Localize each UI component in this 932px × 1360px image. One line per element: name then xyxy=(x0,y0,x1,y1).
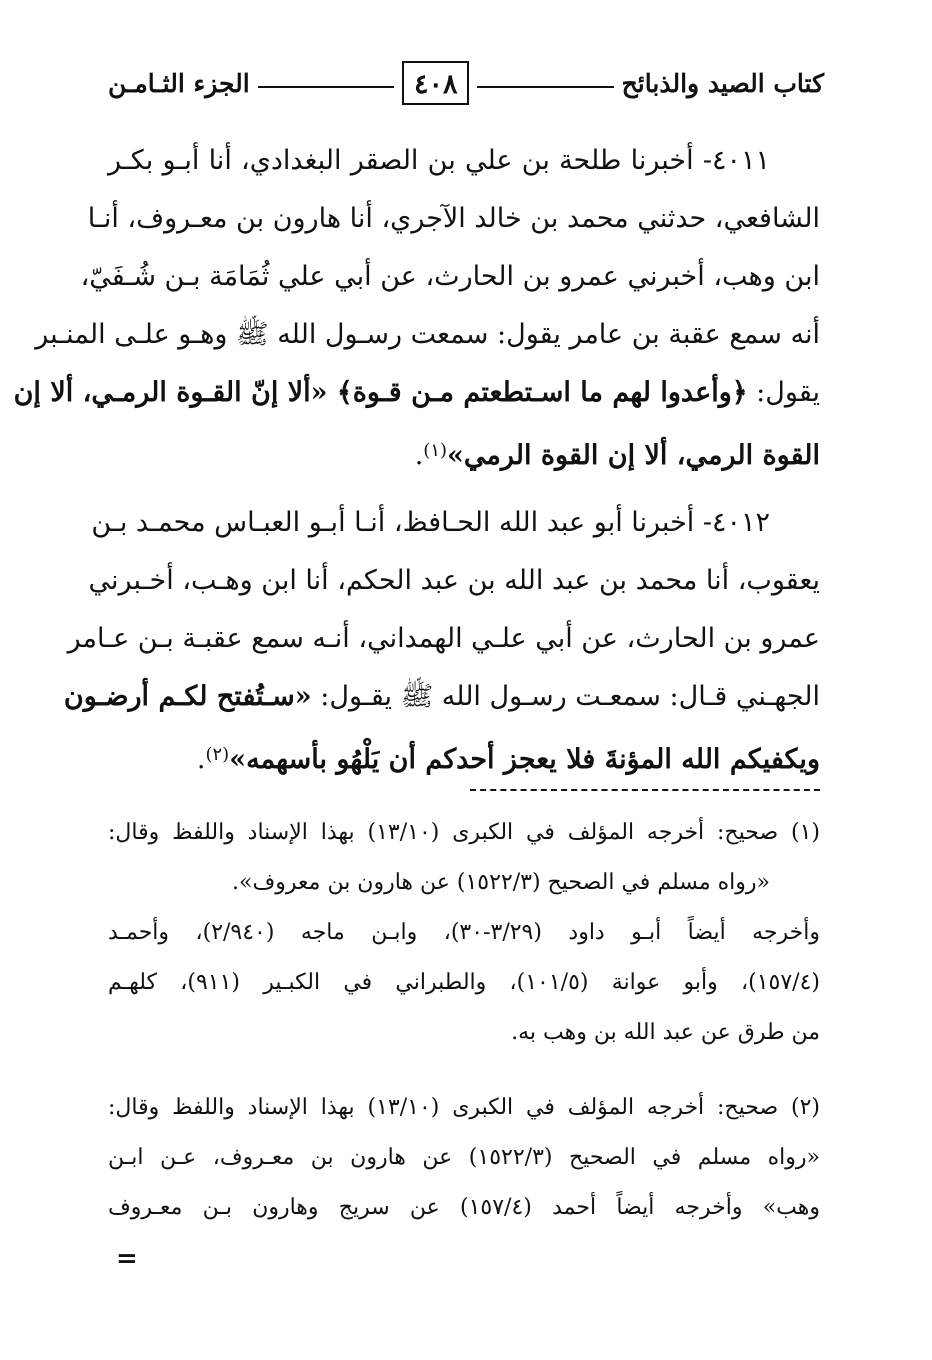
footnote-line: (١) صحيح: أخرجه المؤلف في الكبرى (١٣/١٠) بهذا الإسناد واللفظ وقال: xyxy=(108,820,820,845)
footnote-line: (٢) صحيح: أخرجه المؤلف في الكبرى (١٣/١٠) بهذا الإسناد واللفظ وقال: xyxy=(108,1095,820,1120)
page-number: ٤٠٨ xyxy=(402,61,470,105)
text-line xyxy=(108,726,820,784)
text-plain: يقول: xyxy=(747,377,820,408)
text-line: الشافعي، حدثني محمد بن خالد الآجري، أنا هارون بن معـروف، أنـا xyxy=(87,203,820,234)
hadith-4011 xyxy=(13,132,820,480)
text-plain: . xyxy=(414,440,424,471)
footnote-line: وأخرجه أيضاً أبـو داود (٣/٢٩-٣٠)، وابـن ماجه (٢/٩٤٠)، وأحمـد xyxy=(108,920,820,945)
text-line: أنه سمع عقبة بن عامر يقول: سمعت رسـول الله ﷺ وهـو علـى المنـبر xyxy=(35,319,820,350)
text-line xyxy=(13,364,820,422)
text-line xyxy=(63,668,820,726)
hadith-quote: القوة الرمي، ألا إن القوة الرمي» xyxy=(447,440,820,471)
footnote-1 xyxy=(108,808,820,1058)
footnote-line: «رواه مسلم في الصحيح (١٥٢٢/٣) عن هارون بن معـروف، عـن ابـن xyxy=(108,1145,820,1170)
footnote-2 xyxy=(108,1083,820,1233)
text-line xyxy=(108,422,820,480)
hadith-quote: «سـتُفتح لكـم أرضـون xyxy=(63,681,312,712)
text-plain: . xyxy=(196,744,206,775)
text-line: ٤٠١١- أخبرنا طلحة بن علي بن الصقر البغدادي، أنا أبـو بكـر xyxy=(108,145,770,176)
hadith-4012 xyxy=(63,494,820,784)
header-rule xyxy=(477,86,613,88)
section-title: كتاب الصيد والذبائح xyxy=(621,68,824,98)
continuation-mark: = xyxy=(116,1244,138,1274)
footnote-line: (١٥٧/٤)، وأبو عوانة (١٠١/٥)، والطبراني في الكبـير (٩١١)، كلهـم xyxy=(108,970,820,995)
text-plain: الجهـني قـال: سمعـت رسـول الله ﷺ يقـول: xyxy=(311,681,820,712)
volume-title: الجزء الثـامـن xyxy=(107,68,250,98)
footnote-ref: (١) xyxy=(423,440,448,461)
quran-hadith-quote: ﴿وأعدوا لهم ما اسـتطعتم مـن قـوة﴾ «ألا إنّ القـوة الرمـي، ألا إن xyxy=(13,377,748,408)
text-line: عمرو بن الحارث، عن أبي علـي الهمداني، أنـه سمع عقبـة بـن عـامر xyxy=(67,623,820,654)
text-line: يعقوب، أنا محمد بن عبد الله بن عبد الحكم، أنا ابن وهـب، أخـبرني xyxy=(88,565,820,596)
text-line: ٤٠١٢- أخبرنا أبو عبد الله الحـافظ، أنـا أبـو العبـاس محمـد بـن xyxy=(91,507,770,538)
hadith-quote: ويكفيكم الله المؤنةَ فلا يعجز أحدكم أن يَلْهُو بأسهمه» xyxy=(229,744,820,775)
footnote-separator xyxy=(470,789,820,791)
header-rule xyxy=(258,86,394,88)
footnote-ref: (٢) xyxy=(205,744,230,765)
footnote-line: من طرق عن عبد الله بن وهب به. xyxy=(511,1020,820,1045)
page-header xyxy=(108,60,824,106)
text-line: ابن وهب، أخبرني عمرو بن الحارث، عن أبي علي ثُمَامَة بـن شُـفَيّ، xyxy=(80,261,820,292)
footnote-line: وهب» وأخرجه أيضاً أحمد (١٥٧/٤) عن سريج وهارون بـن معـروف xyxy=(108,1195,820,1220)
footnote-line: «رواه مسلم في الصحيح (١٥٢٢/٣) عن هارون بن معروف». xyxy=(232,870,770,895)
